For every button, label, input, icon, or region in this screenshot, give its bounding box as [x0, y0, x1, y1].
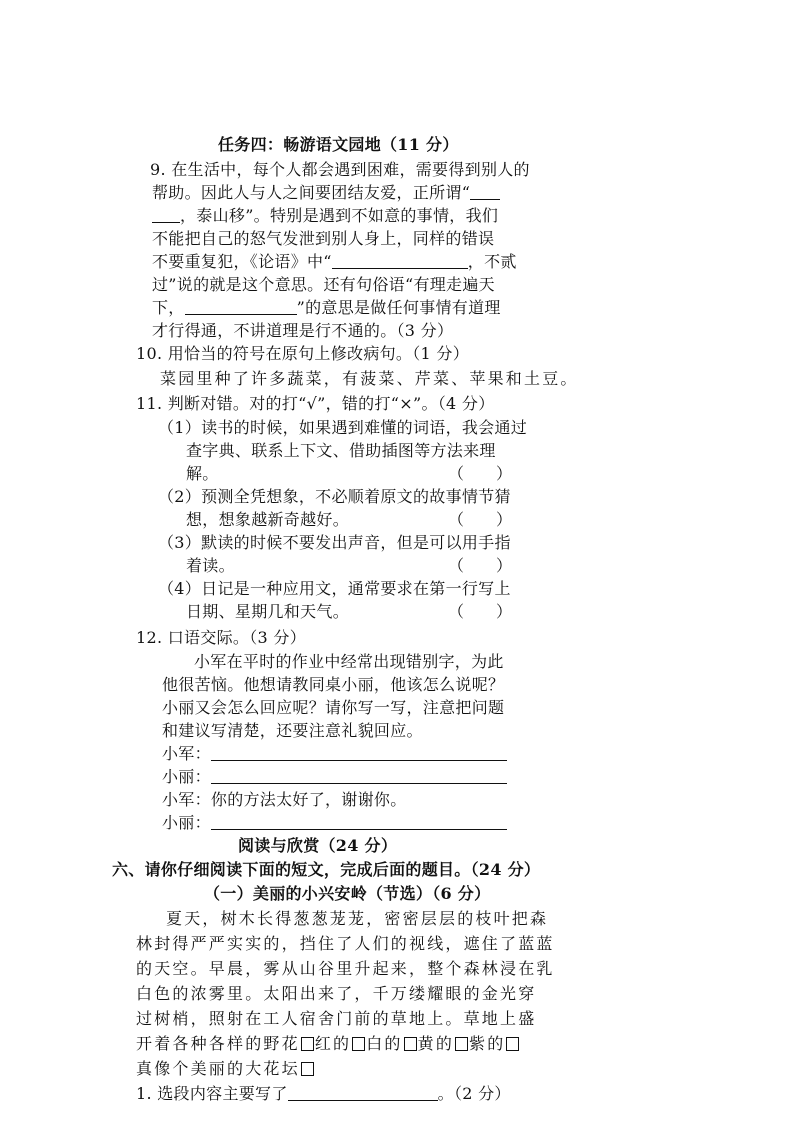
dialogue-answer-line-1[interactable] — [211, 744, 507, 761]
q11-item-1-line-3: 解。 — [186, 464, 219, 483]
q9-blank-3[interactable] — [185, 298, 297, 315]
punct-box-2[interactable] — [352, 1037, 365, 1051]
punct-box-3[interactable] — [404, 1037, 417, 1051]
q9-line-3: ，泰山移”。特别是遇到不如意的事情，我们 — [152, 206, 498, 226]
q12-para-line-1: 小军在平时的作业中经常出现错别字，为此 — [194, 652, 504, 671]
passage-line-5: 过树梢，照射在工人宿舍门前的草地上。草地上盛 — [136, 1009, 537, 1028]
dialogue-xiaojun-1: 小军： — [162, 744, 507, 764]
q12-para-line-2: 他很苦恼。他想请教同桌小丽，他该怎么说呢？ — [162, 675, 505, 694]
dialogue-xiaoli-2: 小丽： — [162, 813, 507, 833]
passage-line-4: 白色的浓雾里。太阳出来了，千万缕耀眼的金光穿 — [136, 984, 537, 1003]
q11-item-4-line-1: （4）日记是一种应用文，通常要求在第一行写上 — [158, 579, 511, 598]
q9-line-6: 过”说的就是这个意思。还有句俗语“有理走遍天 — [152, 275, 495, 294]
q12-para-line-4: 和建议写清楚，还要注意礼貌回应。 — [162, 721, 423, 740]
punct-box-5[interactable] — [506, 1037, 519, 1051]
dialogue-answer-line-2[interactable] — [211, 767, 507, 784]
q10-sentence[interactable]: 菜园里种了许多蔬菜，有菠菜、芹菜、苹果和土豆。 — [160, 369, 579, 388]
q11-item-1-line-1: （1）读书的时候，如果遇到难懂的词语，我会通过 — [158, 418, 528, 437]
q11-item-2-line-2: 想，想象越新奇越好。 — [186, 510, 350, 529]
q11-answer-paren-4[interactable]: （ ） — [448, 602, 513, 621]
q11-item-4-line-2: 日期、星期几和天气。 — [186, 602, 350, 621]
reading-heading: 阅读与欣赏（24 分） — [238, 836, 398, 855]
q11-answer-paren-3[interactable]: （ ） — [448, 556, 513, 575]
passage-line-1: 夏天，树木长得葱葱茏茏，密密层层的枝叶把森 — [166, 909, 549, 928]
q11-answer-paren-2[interactable]: （ ） — [448, 510, 513, 529]
q12-title: 12. 口语交际。（3 分） — [136, 628, 306, 647]
q11-item-3-line-1: （3）默读的时候不要发出声音，但是可以用手指 — [158, 533, 511, 552]
passage-1-title: （一）美丽的小兴安岭（节选）（6 分） — [204, 884, 491, 903]
q11-item-1-line-2: 查字典、联系上下文、借助插图等方法来理 — [186, 441, 496, 460]
punct-box-6[interactable] — [301, 1062, 314, 1076]
passage-q1-answer-line[interactable] — [288, 1084, 438, 1101]
q11-answer-paren-1[interactable]: （ ） — [448, 464, 513, 483]
q9-line-8: 才行得通，不讲道理是行不通的。（3 分） — [152, 321, 454, 340]
passage-line-3: 的天空。早晨，雾从山谷里升起来，整个森林浸在乳 — [136, 959, 555, 978]
q9-line-2: 帮助。因此人与人之间要团结友爱，正所谓“ — [152, 183, 500, 203]
q10-title: 10. 用恰当的符号在原句上修改病句。（1 分） — [136, 344, 469, 363]
q11-item-2-line-1: （2）预测全凭想象，不必顺着原文的故事情节猜 — [158, 487, 511, 506]
q11-title: 11. 判断对错。对的打“√”，错的打“×”。（4 分） — [136, 394, 495, 413]
passage-line-6: 开着各种各样的野花 红的 白的 黄的 紫的 — [136, 1034, 520, 1054]
dialogue-answer-line-3[interactable] — [211, 813, 507, 830]
q9-blank-1[interactable] — [470, 183, 500, 200]
q11-item-3-line-2: 着读。 — [186, 556, 235, 575]
q9-blank-2[interactable] — [332, 252, 468, 269]
task4-title: 任务四：畅游语文园地（11 分） — [218, 135, 459, 154]
q9-blank-1-cont[interactable] — [152, 206, 180, 223]
section-6-title: 六、请你仔细阅读下面的短文，完成后面的题目。（24 分） — [112, 860, 541, 879]
q9-line-5: 不要重复犯，《论语》中“ ，不贰 — [152, 252, 517, 271]
passage-q1: 1. 选段内容主要写了 。（2 分） — [136, 1084, 511, 1103]
passage-line-7: 真像个美丽的大花坛 — [136, 1059, 315, 1079]
q9-line-1: 9. 在生活中，每个人都会遇到困难，需要得到别人的 — [150, 160, 530, 179]
q9-line-7: 下， ”的意思是做任何事情有道理 — [152, 298, 501, 317]
punct-box-1[interactable] — [301, 1037, 314, 1051]
dialogue-xiaoli-1: 小丽： — [162, 767, 507, 787]
punct-box-4[interactable] — [455, 1037, 468, 1051]
q9-line-4: 不能把自己的怒气发泄到别人身上，同样的错误 — [152, 229, 495, 248]
dialogue-xiaojun-2: 小军：你的方法太好了，谢谢你。 — [162, 790, 407, 809]
q12-para-line-3: 小丽又会怎么回应呢？请你写一写，注意把问题 — [162, 698, 505, 717]
passage-line-2: 林封得严严实实的，挡住了人们的视线，遮住了蓝蓝 — [136, 934, 555, 953]
